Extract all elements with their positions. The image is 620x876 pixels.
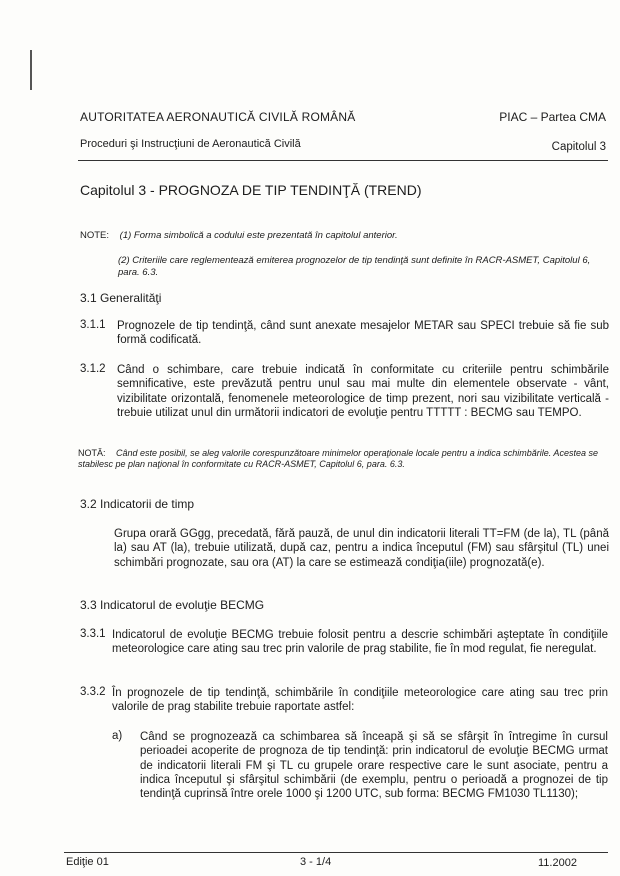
list-item-a-label: a) (112, 730, 123, 742)
header-rule (78, 160, 608, 161)
header-chapter-ref: Capitolul 3 (551, 141, 606, 153)
scan-edge-mark (30, 50, 32, 90)
chapter-title: Capitolul 3 - PROGNOZA DE TIP TENDINŢĂ (TREND) (80, 182, 422, 198)
header-doc-part: PIAC – Partea CMA (499, 110, 606, 124)
note-1-text: (1) Forma simbolică a codului este prezentată în capitolul anterior. (119, 230, 398, 241)
header-authority: AUTORITATEA AERONAUTICĂ CIVILĂ ROMÂNĂ (80, 110, 356, 124)
note-label: NOTE: (80, 230, 110, 241)
section-3-3-heading: 3.3 Indicatorul de evoluţie BECMG (80, 598, 265, 612)
list-item-a-text: Când se prognozează ca schimbarea să înceapă şi să se sfârşit în întregime în cursul perioadei acoperite de prognoza de tip tendinţă: prin indicatorul de evoluţie BECMG urmat de indicatorii literali FM şi TL cu grupele orare respective care le sunt asociate, pentru a indica începutul şi sfârşitul schimbării (de exemplu, pentru o perioadă a prognozei de tip tendinţă cuprinsă între orele 1000 şi 1200 UTC, sub forma: BECMG FM1030 TL1130); (140, 731, 608, 800)
para-3-1-1-number: 3.1.1 (80, 319, 106, 331)
nota-label: NOTĂ: (78, 448, 106, 458)
note-2-text: (2) Criteriile care reglementează emiterea prognozelor de tip tendinţă sunt definite în RACR-ASMET, Capitolul 6, para. 6.3. (118, 255, 591, 278)
para-3-1-2-number: 3.1.2 (80, 363, 106, 375)
footer-page-number: 3 - 1/4 (300, 856, 332, 868)
para-3-3-1-number: 3.3.1 (80, 628, 106, 640)
nota-text: Când este posibil, se aleg valorile corespunzătoare minimelor operaţionale locale pentru a indica schimbările. Acestea se stabilesc pe plan naţional în conformitate cu RACR-ASMET, Capitolul 6, para. 6.3. (78, 448, 598, 469)
para-3-1-2-text: Când o schimbare, care trebuie indicată în conformitate cu criteriile pentru schimbările semnificative, este prevăzută pentru unul sau mai multe din elementele observate - vânt, vizibilitate orizontală, fenomenele meteorologice de timp prezent, nori sau vizibilitate verticală - trebuie utilizat unul din următorii indicatori de evoluţie pentru TTTTT : BECMG sau TEMPO. (117, 364, 609, 419)
section-3-1-heading: 3.1 Generalităţi (80, 291, 162, 305)
para-3-3-2-text: În prognozele de tip tendinţă, schimbările în condiţiile meteorologice care ating sau trec prin valorile de prag stabilite trebuie raportate astfel: (112, 687, 608, 714)
footer-date: 11.2002 (538, 857, 577, 869)
header-doc-title: Proceduri şi Instrucţiuni de Aeronautică Civilă (80, 138, 301, 150)
footer-rule (64, 852, 608, 853)
para-3-3-1-text: Indicatorul de evoluţie BECMG trebuie folosit pentru a descrie schimbări aşteptate în condiţiile meteorologice care ating sau trec prin valorile de prag stabilite, fie în mod regulat, fie neregulat. (112, 629, 608, 656)
para-3-1-1-text: Prognozele de tip tendinţă, când sunt anexate mesajelor METAR sau SPECI trebuie să fie sub formă codificată. (117, 320, 609, 347)
nota (78, 448, 608, 470)
note-1 (80, 230, 610, 241)
footer-edition: Ediţie 01 (66, 856, 109, 868)
para-3-3-2-number: 3.3.2 (80, 686, 106, 698)
section-3-2-heading: 3.2 Indicatorii de timp (80, 497, 195, 511)
para-3-2-text: Grupa orară GGgg, precedată, fără pauză, de unul din indicatorii literali TT=FM (de la), TL (până la) sau AT (la), trebuie utilizată, după caz, pentru a indica începutul (FM) sau sfârşitul (TL) unei schimbări prognozate, sau ora (AT) la care se estimează condiţia(iile) prognozată(e). (114, 528, 609, 569)
